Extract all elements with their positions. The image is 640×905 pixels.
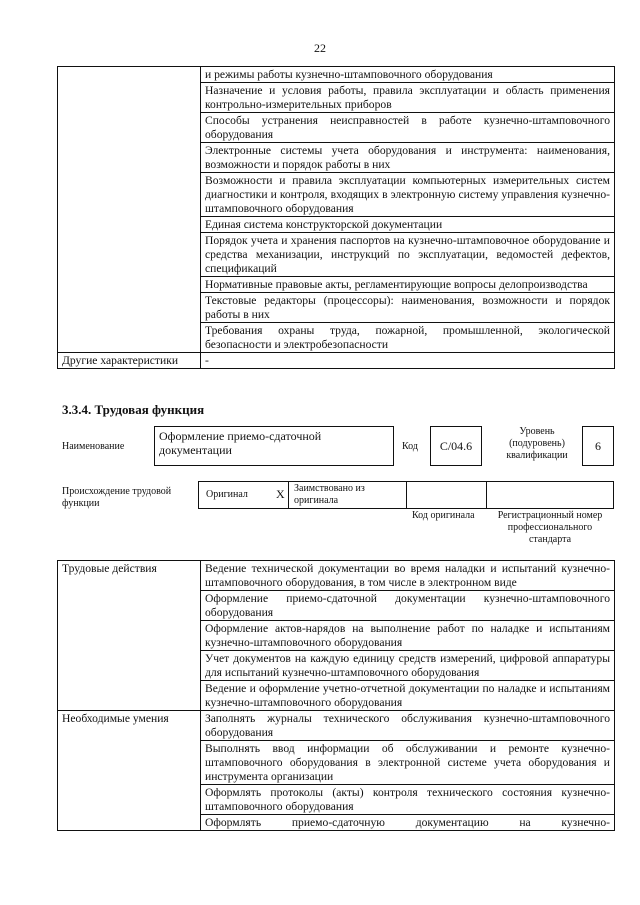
other-characteristics-value: -: [201, 353, 615, 369]
knowledge-row: Нормативные правовые акты, регламентирующие вопросы делопроизводства: [201, 277, 615, 293]
knowledge-row: Возможности и правила эксплуатации компьютерных измерительных систем диагностики и контроля, входящих в электронную систему управления кузнечно-штамповочного оборудования: [201, 173, 615, 217]
origin-label: Происхождение трудовой функции: [62, 486, 172, 509]
knowledge-row: Требования охраны труда, пожарной, промышленной, экологической безопасности и электробезопасности: [201, 323, 615, 353]
knowledge-row: Единая система конструкторской документации: [201, 217, 615, 233]
skill-row: Оформлять протоколы (акты) контроля технического состояния кузнечно-штамповочного оборудования: [201, 785, 615, 815]
labor-action-row: Оформление актов-нарядов на выполнение работ по наладке и испытаниям кузнечно-штамповочного оборудования: [201, 621, 615, 651]
skill-row: Заполнять журналы технического обслуживания кузнечно-штамповочного оборудования: [201, 711, 615, 741]
function-table: [57, 560, 615, 831]
skill-row: Выполнять ввод информации об обслуживании и ремонте кузнечно-штамповочного оборудования в электронной системе учета оборудования и инструмента организации: [201, 741, 615, 785]
labor-action-row: Ведение технической документации во время наладки и испытаний кузнечно-штамповочного оборудования, в том числе в электронном виде: [201, 561, 615, 591]
knowledge-label-cell: [58, 67, 201, 353]
code-label: Код: [402, 441, 418, 452]
knowledge-row: и режимы работы кузнечно-штамповочного оборудования: [201, 67, 615, 83]
borrowed-label: Заимствовано из оригинала: [294, 483, 365, 506]
labor-action-row: Ведение и оформление учетно-отчетной документации по наладке и испытаниям кузнечно-штамповочного оборудования: [201, 681, 615, 711]
labor-actions-label: Трудовые действия: [58, 561, 201, 711]
code-original-label: Код оригинала: [412, 510, 475, 521]
level-value-box: [582, 426, 614, 466]
labor-action-row: Оформление приемо-сдаточной документации кузнечно-штамповочного оборудования: [201, 591, 615, 621]
level-value: 6: [595, 439, 601, 453]
section-title: 3.3.4. Трудовая функция: [62, 402, 205, 417]
reg-number-label: Регистрационный номер профессионального стандарта: [497, 510, 603, 545]
original-mark: X: [276, 487, 285, 501]
knowledge-row: Порядок учета и хранения паспортов на кузнечно-штамповочное оборудование и средства механизации, инструкций по эксплуатации, ведомостей дефектов, спецификаций: [201, 233, 615, 277]
name-value: Оформление приемо-сдаточной документации: [159, 429, 322, 457]
knowledge-table: [57, 66, 615, 369]
origin-divider-1: [288, 481, 289, 509]
code-value-box: [430, 426, 482, 466]
origin-divider-2: [406, 481, 407, 509]
name-value-box: [154, 426, 394, 466]
name-label: Наименование: [62, 441, 125, 452]
origin-divider-3: [486, 481, 487, 509]
original-label: Оригинал: [206, 489, 248, 500]
level-label: Уровень (подуровень) квалификации: [506, 426, 568, 461]
skill-row: Оформлять приемо-сдаточную документацию на кузнечно-: [201, 815, 615, 831]
knowledge-row: Электронные системы учета оборудования и инструмента: наименования, возможности и порядок работы в них: [201, 143, 615, 173]
knowledge-row: Назначение и условия работы, правила эксплуатации и область применения контрольно-измерительных приборов: [201, 83, 615, 113]
knowledge-row: Текстовые редакторы (процессоры): наименования, возможности и порядок работы в них: [201, 293, 615, 323]
code-value: С/04.6: [439, 439, 473, 453]
knowledge-row: Способы устранения неисправностей в работе кузнечно-штамповочного оборудования: [201, 113, 615, 143]
skills-label: Необходимые умения: [58, 711, 201, 831]
other-characteristics-label: Другие характеристики: [58, 353, 201, 369]
labor-action-row: Учет документов на каждую единицу средств измерений, цифровой аппаратуры для испытаний кузнечно-штамповочного оборудования: [201, 651, 615, 681]
page-number: 22: [314, 41, 326, 55]
